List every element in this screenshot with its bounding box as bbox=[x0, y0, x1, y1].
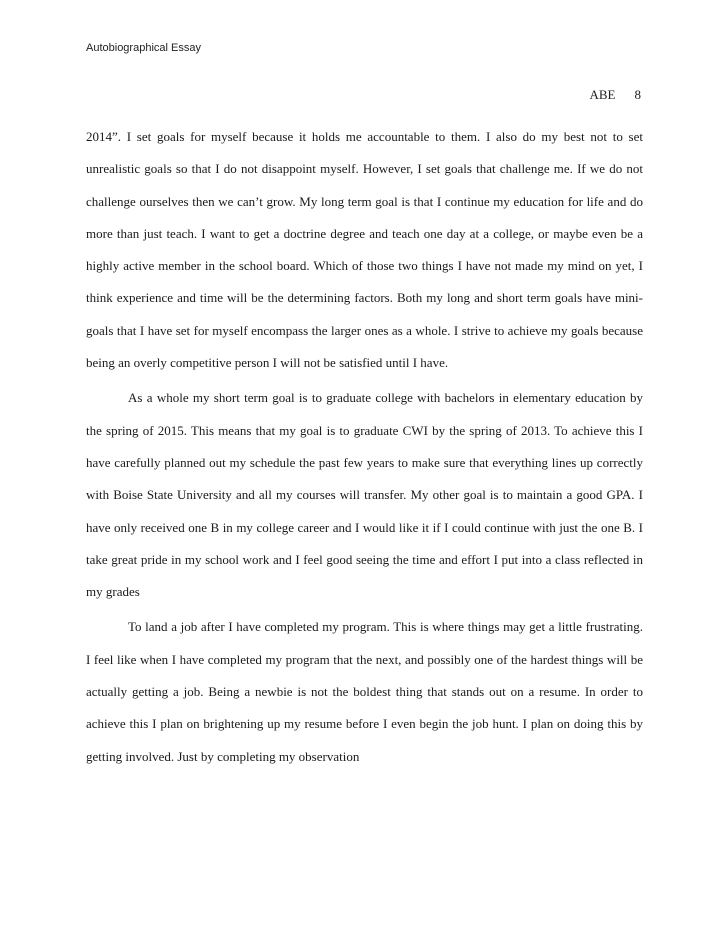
running-header-title: Autobiographical Essay bbox=[86, 42, 201, 54]
author-surname: ABE bbox=[589, 87, 616, 102]
page-header bbox=[590, 87, 642, 103]
essay-body bbox=[86, 121, 643, 773]
page-number: 8 bbox=[634, 87, 641, 102]
paragraph-continued: 2014”. I set goals for myself because it holds me accountable to them. I also do my best not to set unrealistic goals so that I do not disappoint myself. However, I set goals that challenge me. If we do not challenge ourselves then we can’t grow. My long term goal is that I continue my education for life and do more than just teach. I want to get a doctrine degree and teach one day at a college, or maybe even be a highly active member in the school board. Which of those two things I have not made my mind on yet, I think experience and time will be the determining factors. Both my long and short term goals have mini-goals that I have set for myself encompass the larger ones as a whole. I strive to achieve my goals because being an overly competitive person I will not be satisfied until I have. bbox=[86, 129, 643, 371]
paragraph-short-term-goal: As a whole my short term goal is to graduate college with bachelors in elementary education by the spring of 2015. This means that my goal is to graduate CWI by the spring of 2013. To achieve this I have carefully planned out my schedule the past few years to make sure that everything lines up correctly with Boise State University and all my courses will transfer. My other goal is to maintain a good GPA. I have only received one B in my college career and I would like it if I could continue with just the one B. I take great pride in my school work and I feel good seeing the time and effort I put into a class reflected in my grades bbox=[86, 390, 643, 600]
paragraph-land-a-job: To land a job after I have completed my program. This is where things may get a little frustrating. I feel like when I have completed my program that the next, and possibly one of the hardest things will be actually getting a job. Being a newbie is not the boldest thing that stands out on a resume. In order to achieve this I plan on brightening up my resume before I even begin the job hunt. I plan on doing this by getting involved. Just by completing my observation bbox=[86, 619, 643, 764]
